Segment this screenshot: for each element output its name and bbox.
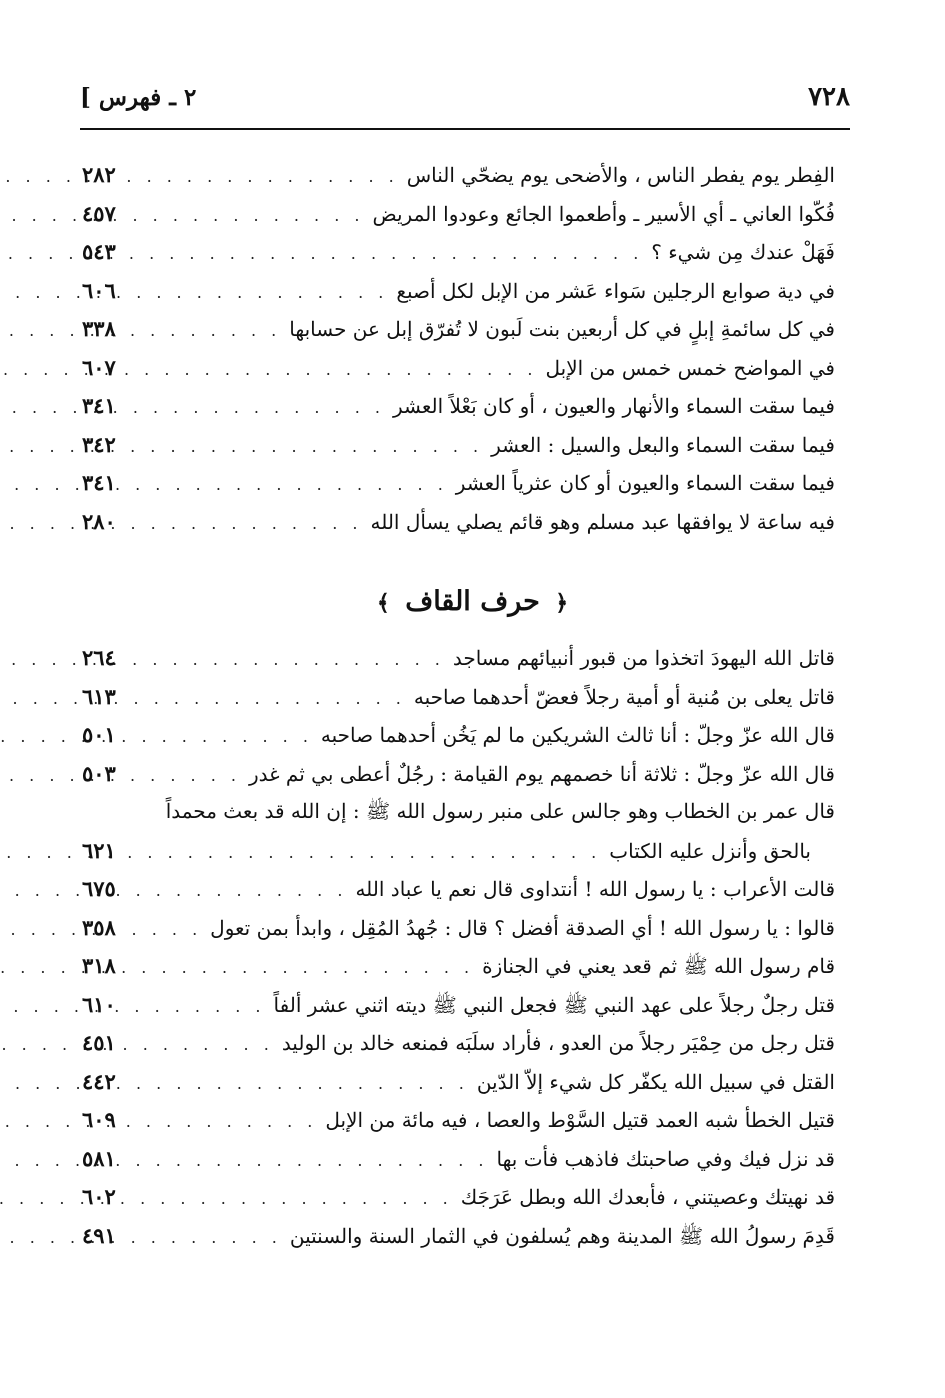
index-entry xyxy=(82,761,835,800)
entry-text: فيما سقت السماء والبعل والسيل : العشر xyxy=(491,432,835,457)
entry-text: قَدِمَ رسولُ الله ﷺ المدينة وهم يُسلفون في الثمار السنة والسنتين xyxy=(289,1223,835,1248)
entry-text: في كل سائمةِ إبلٍ في كل أربعين بنت لَبون لا تُفرّق إبل عن حسابها xyxy=(289,317,835,341)
index-entry xyxy=(82,1107,835,1146)
index-entry xyxy=(82,1030,835,1069)
entry-page: ٥٠١ xyxy=(82,722,116,747)
page-number: ٧٢٨ xyxy=(808,82,850,112)
entry-text: بالحق وأنزل عليه الكتاب xyxy=(609,838,811,863)
dot-leader xyxy=(148,244,643,263)
ornament-bracket-close: ﴾ xyxy=(376,590,390,616)
dot-leader xyxy=(148,689,406,708)
index-entry xyxy=(82,470,835,509)
entry-text: في المواضح خمس خمس من الإبل xyxy=(545,355,835,380)
entry-text: قاتل الله اليهودَ اتخذوا من قبور أنبيائهم مساجد xyxy=(452,646,835,670)
dot-leader xyxy=(148,206,364,225)
dot-leader xyxy=(148,475,448,494)
dot-leader xyxy=(148,398,385,417)
entry-page: ٣١٨ xyxy=(82,953,116,978)
dot-leader xyxy=(148,1074,469,1093)
index-section-qaf xyxy=(82,645,835,1261)
index-entry xyxy=(82,722,835,761)
index-entry xyxy=(82,1223,835,1262)
index-section-fa xyxy=(82,162,835,547)
entry-text: فُكّوا العاني ـ أي الأسير ـ وأطعموا الجائع وعودوا المريض xyxy=(372,201,835,226)
entry-page: ٦١٠ xyxy=(82,991,116,1017)
dot-leader xyxy=(148,437,483,456)
dot-leader xyxy=(148,514,362,533)
entry-text: قتل رجلٌ رجلاً على عهد النبي ﷺ فجعل النبي ﷺ ديته اثني عشر ألفاً xyxy=(273,992,835,1017)
index-entry xyxy=(82,355,835,394)
entry-text: قد نهيتك وعصيتني ، فأبعدك الله وبطل عَرَجَك xyxy=(460,1185,835,1209)
dot-leader xyxy=(148,881,347,900)
index-entry xyxy=(82,915,835,954)
entry-page: ٢٨٢ xyxy=(82,162,116,187)
dot-leader xyxy=(148,920,202,939)
dot-leader xyxy=(148,283,388,302)
entry-text: في دية صوابع الرجلين سَواء عَشر من الإبل لكل أصبع xyxy=(396,278,835,303)
dot-leader xyxy=(148,843,601,862)
entry-page: ٥٨١ xyxy=(82,1145,116,1171)
index-entry xyxy=(82,953,835,992)
index-entry xyxy=(82,684,835,723)
dot-leader xyxy=(148,321,281,340)
entry-page: ٥٠٣ xyxy=(82,760,116,786)
index-entry xyxy=(82,1069,835,1108)
entry-text: قالوا : يا رسول الله ! أي الصدقة أفضل ؟ قال : جُهدُ المُقِل ، وابدأ بمن تعول xyxy=(210,915,835,940)
dot-leader xyxy=(148,997,266,1016)
section-title: حرف القاف xyxy=(405,586,540,617)
entry-page: ٣٤١ xyxy=(82,393,116,418)
entry-page: ٣٣٨ xyxy=(82,316,116,341)
entry-page: ٥٤٣ xyxy=(82,239,116,264)
entry-page: ٦٠٦ xyxy=(82,277,116,303)
entry-page: ٦٠٩ xyxy=(82,1107,116,1132)
index-entry xyxy=(82,162,835,201)
entry-page: ٣٤٢ xyxy=(82,431,116,457)
entry-text: قتيل الخطأ شبه العمد قتيل السَّوْط والعصا ، فيه مائة من الإبل xyxy=(325,1108,835,1132)
index-entry xyxy=(82,992,835,1031)
dot-leader xyxy=(148,1189,453,1208)
entry-text: قاتل يعلى بن مُنية أو أمية رجلاً فعضّ أحدهما صاحبه xyxy=(413,684,835,709)
dot-leader xyxy=(148,1035,274,1054)
index-entry xyxy=(82,201,835,240)
index-entry xyxy=(82,393,835,432)
page-header xyxy=(80,78,850,130)
dot-leader xyxy=(148,1151,488,1170)
entry-page: ٤٥١ xyxy=(82,1030,116,1055)
entry-page: ٤٥٧ xyxy=(82,200,116,226)
entry-page: ٦٠٢ xyxy=(82,1184,116,1209)
entry-page: ٤٤٢ xyxy=(82,1068,116,1094)
dot-leader xyxy=(148,650,445,669)
dot-leader xyxy=(148,1228,282,1247)
index-entry xyxy=(82,645,835,684)
entry-text: قال الله عزّ وجلّ : أنا ثالث الشريكين ما لم يَخُن أحدهما صاحبه xyxy=(320,723,835,747)
entry-page: ٣٥٨ xyxy=(82,914,116,940)
index-entry xyxy=(82,1146,835,1185)
index-entry xyxy=(82,239,835,278)
index-entry xyxy=(82,1184,835,1223)
entry-page: ٤٩١ xyxy=(82,1222,116,1248)
index-entry xyxy=(82,876,835,915)
index-entry xyxy=(82,799,835,838)
entry-page: ٢٨٠ xyxy=(82,508,116,534)
dot-leader xyxy=(148,766,241,785)
dot-leader xyxy=(148,727,313,746)
entry-text: فيه ساعة لا يوافقها عبد مسلم وهو قائم يصلي يسأل الله xyxy=(370,509,835,534)
entry-text: الفِطر يوم يفطر الناس ، والأضحى يوم يضحّي الناس xyxy=(406,163,835,187)
entry-page: ٦٧٥ xyxy=(82,876,116,901)
entry-text: فَهَلْ عندك مِن شيء ؟ xyxy=(651,240,835,264)
index-entry xyxy=(82,432,835,471)
dot-leader xyxy=(148,167,399,186)
entry-text: القتل في سبيل الله يكفّر كل شيء إلاّ الدّين xyxy=(476,1069,835,1094)
entry-text: قام رسول الله ﷺ ثم قعد يعني في الجنازة xyxy=(482,954,835,978)
running-title: [ ٢ ـ فهرس xyxy=(80,84,197,111)
dot-leader xyxy=(148,958,474,977)
dot-leader xyxy=(148,1112,317,1131)
ornament-bracket-open: ﴿ xyxy=(555,590,569,616)
entry-text: قد نزل فيك وفي صاحبتك فاذهب فأت بها xyxy=(496,1146,835,1171)
entry-text: فيما سقت السماء والأنهار والعيون ، أو كان بَعْلاً العشر xyxy=(392,394,835,418)
entry-text: قالت الأعراب : يا رسول الله ! أنتداوى قال نعم يا عباد الله xyxy=(355,877,835,901)
index-entry xyxy=(82,278,835,317)
entry-page: ٦٠٧ xyxy=(82,354,116,380)
index-entry-continuation xyxy=(82,838,835,877)
entry-page: ٦٢١ xyxy=(82,837,116,863)
index-entry xyxy=(82,316,835,355)
entry-text: قتل رجل من حِمْيَر رجلاً من العدو ، فأراد سلَبَه فمنعه خالد بن الوليد xyxy=(281,1031,835,1055)
entry-text: قال عمر بن الخطاب وهو جالس على منبر رسول الله ﷺ : إن الله قد بعث محمداً xyxy=(165,799,835,823)
entry-page: ٢٦٤ xyxy=(82,645,116,670)
index-entry xyxy=(82,509,835,548)
entry-text: قال الله عزّ وجلّ : ثلاثة أنا خصمهم يوم القيامة : رجُلٌ أعطى بي ثم غدر xyxy=(248,761,835,786)
entry-text: فيما سقت السماء والعيون أو كان عثرياً العشر xyxy=(455,471,835,495)
dot-leader xyxy=(148,360,538,379)
section-heading xyxy=(0,586,945,617)
entry-page: ٦١٣ xyxy=(82,683,116,709)
entry-page: ٣٤١ xyxy=(82,470,116,495)
